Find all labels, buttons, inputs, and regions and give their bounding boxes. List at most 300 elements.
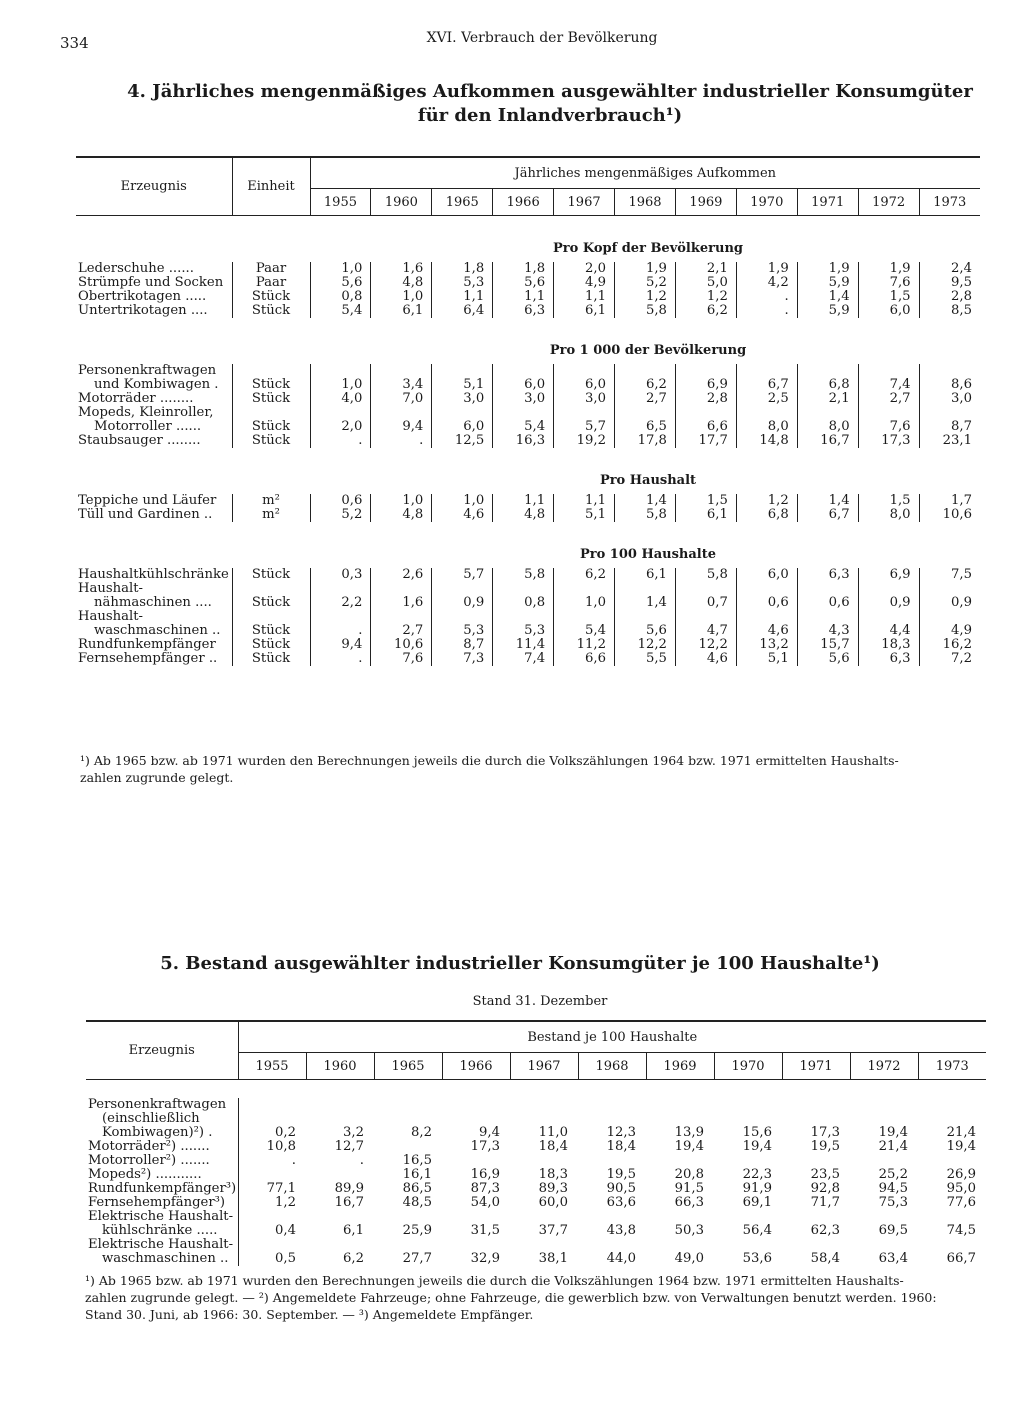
row-value: 1,5 (858, 494, 919, 508)
row-value: 91,9 (742, 1181, 772, 1196)
row-value: 18,4 (606, 1139, 636, 1154)
row-value: 17,3 (810, 1125, 840, 1140)
row-product-line: Personenkraftwagen (78, 363, 217, 378)
row-product-line: und Kombiwagen . (94, 377, 219, 392)
table-row (86, 1140, 986, 1154)
row-value: 7,6 (858, 276, 919, 290)
table4-footnote-line1: ¹) Ab 1965 bzw. ab 1971 wurden den Berechnungen jeweils die durch die Volkszählungen 1964 bzw. 1971 ermittelten Haushalts- (80, 753, 899, 768)
row-value: 6,0 (736, 568, 797, 582)
row-unit: m² (232, 494, 310, 508)
row-value: 2,8 (675, 392, 736, 406)
row-product (76, 434, 232, 448)
row-value: 15,6 (742, 1125, 772, 1140)
row-value: 1,9 (858, 262, 919, 276)
row-value: 4,2 (736, 276, 797, 290)
row-value: 0,4 (238, 1210, 306, 1238)
row-value (510, 1154, 578, 1168)
table5-year-header: 1970 (714, 1053, 782, 1080)
row-product (76, 638, 232, 652)
row-product (86, 1140, 238, 1154)
row-value: 1,9 (736, 262, 797, 276)
table4-section-row (76, 318, 980, 364)
row-value: 5,2 (615, 276, 676, 290)
row-value: 25,9 (402, 1223, 432, 1238)
row-value: 6,7 (797, 508, 858, 522)
row-value: 14,8 (736, 434, 797, 448)
table-row (76, 568, 980, 582)
row-value: 2,1 (797, 392, 858, 406)
row-product-line: Personenkraftwagen (88, 1097, 227, 1112)
row-value: 1,0 (310, 364, 371, 392)
table-row (76, 582, 980, 610)
row-value: 3,0 (432, 392, 493, 406)
row-product (76, 262, 232, 276)
row-value: 6,0 (432, 406, 493, 434)
row-value: 0,9 (919, 582, 980, 610)
row-value: 1,1 (493, 494, 554, 508)
row-unit: Stück (232, 434, 310, 448)
row-value: 0,8 (310, 290, 371, 304)
row-value: 7,5 (919, 568, 980, 582)
row-value: 1,1 (493, 290, 554, 304)
row-value: 21,4 (946, 1125, 976, 1140)
row-value: 12,2 (675, 638, 736, 652)
row-value: 5,9 (797, 304, 858, 318)
table5-year-header: 1967 (510, 1053, 578, 1080)
row-value: 5,8 (675, 568, 736, 582)
row-product-line: Tüll und Gardinen .. (78, 507, 213, 522)
row-product (86, 1168, 238, 1182)
row-value: 1,2 (675, 290, 736, 304)
row-value: 77,1 (238, 1182, 306, 1196)
row-value: . (371, 434, 432, 448)
row-value (374, 1140, 442, 1154)
row-value: 19,4 (946, 1139, 976, 1154)
table4-header-unit: Einheit (232, 157, 310, 216)
row-product (76, 406, 232, 434)
row-value: 9,5 (919, 276, 980, 290)
row-value: 19,4 (878, 1125, 908, 1140)
row-value: 16,3 (493, 434, 554, 448)
row-value: 23,5 (810, 1167, 840, 1182)
row-value: 3,0 (554, 392, 615, 406)
row-value: 1,1 (554, 290, 615, 304)
row-value: 0,9 (432, 582, 493, 610)
row-value: 0,8 (493, 582, 554, 610)
row-value: 5,4 (493, 406, 554, 434)
row-value: 27,7 (402, 1251, 432, 1266)
row-value: 6,2 (615, 364, 676, 392)
row-value: 1,2 (736, 494, 797, 508)
table4-footnote (80, 752, 980, 786)
row-value: 5,6 (493, 276, 554, 290)
row-value: 1,0 (432, 494, 493, 508)
row-value: 1,0 (554, 582, 615, 610)
row-value: 6,3 (797, 568, 858, 582)
row-value: 66,7 (946, 1251, 976, 1266)
row-value: 7,6 (371, 652, 432, 666)
row-value: 91,5 (674, 1181, 704, 1196)
row-value: 4,6 (675, 652, 736, 666)
row-product-line: Haushalt- (78, 609, 143, 624)
row-value: 2,0 (310, 406, 371, 434)
row-value: 1,6 (371, 582, 432, 610)
row-value: 32,9 (470, 1251, 500, 1266)
row-product (86, 1154, 238, 1168)
row-value: 4,4 (858, 610, 919, 638)
row-value: 8,6 (919, 364, 980, 392)
row-value: 60,0 (538, 1195, 568, 1210)
table5-year-header: 1966 (442, 1053, 510, 1080)
row-value: 1,4 (615, 494, 676, 508)
table-row (76, 290, 980, 304)
row-value: 5,6 (797, 652, 858, 666)
table4-year-header: 1972 (858, 189, 919, 216)
row-product-line: Mopeds²) ........... (88, 1167, 202, 1182)
row-value: 18,4 (538, 1139, 568, 1154)
row-unit: Stück (232, 568, 310, 582)
row-value: 9,4 (479, 1125, 500, 1140)
row-product-line: Fernsehempfänger .. (78, 651, 218, 666)
table5 (86, 1020, 986, 1266)
row-value: 10,6 (919, 508, 980, 522)
table-row (76, 638, 980, 652)
row-value: 56,4 (742, 1223, 772, 1238)
row-value: 5,6 (310, 276, 371, 290)
row-product (76, 392, 232, 406)
row-value: 1,7 (919, 494, 980, 508)
table4-year-header: 1965 (432, 189, 493, 216)
row-value: 54,0 (470, 1195, 500, 1210)
row-value: 23,1 (919, 434, 980, 448)
table5-title: 5. Bestand ausgewählter industrieller Konsumgüter je 100 Haushalte¹) (160, 953, 880, 974)
row-value: 44,0 (606, 1251, 636, 1266)
row-value: 6,9 (858, 568, 919, 582)
row-value: 7,2 (919, 652, 980, 666)
row-value: 66,3 (674, 1195, 704, 1210)
table5-header-group: Bestand je 100 Haushalte (238, 1021, 986, 1053)
row-product (76, 276, 232, 290)
row-value: 1,2 (238, 1196, 306, 1210)
row-product (86, 1210, 238, 1238)
row-value: 89,9 (334, 1181, 364, 1196)
row-value: 1,4 (615, 582, 676, 610)
row-unit: Stück (232, 406, 310, 434)
row-unit: Paar (232, 276, 310, 290)
row-value: 6,2 (343, 1251, 364, 1266)
row-value: 22,3 (742, 1167, 772, 1182)
row-value: 6,0 (554, 364, 615, 392)
table4-section-row (76, 448, 980, 494)
row-value: 19,4 (742, 1139, 772, 1154)
row-unit: Stück (232, 364, 310, 392)
row-value: 17,3 (858, 434, 919, 448)
row-value (918, 1154, 986, 1168)
row-value: 0,6 (797, 582, 858, 610)
table-row (86, 1168, 986, 1182)
row-value: 6,9 (675, 364, 736, 392)
row-value: 19,2 (554, 434, 615, 448)
table4-year-header: 1970 (736, 189, 797, 216)
row-value: 1,1 (554, 494, 615, 508)
row-product-line: Teppiche und Läufer (78, 493, 217, 508)
row-product (76, 364, 232, 392)
row-value: 2,7 (615, 392, 676, 406)
table-row (76, 304, 980, 318)
row-value: 5,5 (615, 652, 676, 666)
row-product-line: (einschließlich (102, 1111, 200, 1126)
row-value: 2,5 (736, 392, 797, 406)
row-product (76, 508, 232, 522)
table-row (76, 652, 980, 666)
row-value: 6,1 (615, 568, 676, 582)
row-value: 1,0 (371, 290, 432, 304)
row-value: 1,0 (310, 262, 371, 276)
table4-title (80, 80, 1020, 128)
row-unit: Stück (232, 652, 310, 666)
row-value: 17,3 (470, 1139, 500, 1154)
row-value: 6,8 (736, 508, 797, 522)
table5-year-header: 1968 (578, 1053, 646, 1080)
row-value: 17,8 (615, 434, 676, 448)
row-value (782, 1154, 850, 1168)
row-value: 38,1 (538, 1251, 568, 1266)
table5-footnote-line2: zahlen zugrunde gelegt. — ²) Angemeldete Fahrzeuge; ohne Fahrzeuge, die gewerblich bzw. von Verwaltungen benutzt werden. 1960: (85, 1290, 937, 1305)
row-value: 2,8 (919, 290, 980, 304)
row-value: 15,7 (797, 638, 858, 652)
row-value (646, 1154, 714, 1168)
row-value: 5,1 (554, 508, 615, 522)
row-value: 6,3 (493, 304, 554, 318)
row-value: 11,0 (538, 1125, 568, 1140)
row-value: 12,7 (334, 1139, 364, 1154)
row-value: 5,2 (310, 508, 371, 522)
row-value: 1,4 (797, 494, 858, 508)
table5-spacer (86, 1080, 986, 1099)
row-product-line: Rundfunkempfänger³) (88, 1181, 237, 1196)
row-value: 0,3 (310, 568, 371, 582)
page-number: 334 (60, 34, 89, 52)
row-product-line: Motorroller ...... (94, 419, 202, 434)
row-value: 43,8 (606, 1223, 636, 1238)
row-value: 5,3 (432, 610, 493, 638)
row-value: . (736, 290, 797, 304)
table4-section-title: Pro Haushalt (599, 473, 697, 488)
table4-year-header: 1969 (675, 189, 736, 216)
row-value: 89,3 (538, 1181, 568, 1196)
row-value: 49,0 (674, 1251, 704, 1266)
row-value: 5,3 (493, 610, 554, 638)
row-value: 19,5 (606, 1167, 636, 1182)
row-value: 3,0 (919, 392, 980, 406)
running-head: XVI. Verbrauch der Bevölkerung (426, 30, 658, 46)
row-value: 7,4 (858, 364, 919, 392)
row-value: 25,2 (878, 1167, 908, 1182)
row-value: 26,9 (946, 1167, 976, 1182)
row-value: 95,0 (946, 1181, 976, 1196)
row-value: 4,8 (371, 508, 432, 522)
row-value: 17,7 (675, 434, 736, 448)
row-value: 18,3 (858, 638, 919, 652)
row-value: 12,2 (615, 638, 676, 652)
row-value: 0,9 (858, 582, 919, 610)
row-product-line: Haushalt- (78, 581, 143, 596)
row-value (850, 1154, 918, 1168)
row-product-line: Fernsehempfänger³) (88, 1195, 226, 1210)
table5-spacer-cell (86, 1080, 986, 1099)
row-value: 0,5 (238, 1238, 306, 1266)
table4-header-group: Jährliches mengenmäßiges Aufkommen (310, 157, 980, 189)
row-value: 1,8 (432, 262, 493, 276)
row-value: 6,1 (343, 1223, 364, 1238)
row-value: 6,8 (797, 364, 858, 392)
row-value: 5,4 (310, 304, 371, 318)
row-unit: Stück (232, 392, 310, 406)
row-value: 7,3 (432, 652, 493, 666)
table-row (76, 364, 980, 392)
row-value: 2,6 (371, 568, 432, 582)
table4-header-product: Erzeugnis (120, 179, 187, 194)
row-value: 4,7 (675, 610, 736, 638)
row-value: 1,9 (797, 262, 858, 276)
row-product-line: waschmaschinen .. (102, 1251, 229, 1266)
row-value: 1,0 (371, 494, 432, 508)
row-value: . (310, 610, 371, 638)
row-value: 4,8 (371, 276, 432, 290)
row-value: 10,6 (371, 638, 432, 652)
table5-year-header: 1960 (306, 1053, 374, 1080)
row-value: 5,6 (615, 610, 676, 638)
table-row (76, 494, 980, 508)
row-value: 5,3 (432, 276, 493, 290)
table4-year-header: 1973 (919, 189, 980, 216)
table4-year-header: 1971 (797, 189, 858, 216)
row-value: 9,4 (310, 638, 371, 652)
row-value: 4,3 (797, 610, 858, 638)
row-value: 5,9 (797, 276, 858, 290)
row-value: 6,7 (736, 364, 797, 392)
row-product-line: Strümpfe und Socken (78, 275, 224, 290)
row-value: 6,6 (675, 406, 736, 434)
row-value: 5,0 (675, 276, 736, 290)
row-value: 58,4 (810, 1251, 840, 1266)
row-value: 5,7 (432, 568, 493, 582)
row-unit: Paar (232, 262, 310, 276)
table4-footnote-line2: zahlen zugrunde gelegt. (80, 770, 234, 785)
row-value: 1,5 (858, 290, 919, 304)
table-row (76, 276, 980, 290)
table4-section-row (76, 216, 980, 263)
row-value: 92,8 (810, 1181, 840, 1196)
row-value: 75,3 (878, 1195, 908, 1210)
row-value: . (238, 1154, 306, 1168)
row-value: 8,7 (432, 638, 493, 652)
table5-year-header: 1973 (918, 1053, 986, 1080)
row-product-line: Untertrikotagen .... (78, 303, 208, 318)
row-product-line: Elektrische Haushalt- (88, 1209, 234, 1224)
table-row (86, 1182, 986, 1196)
row-value: 13,9 (674, 1125, 704, 1140)
row-value: 16,9 (470, 1167, 500, 1182)
row-value: 21,4 (878, 1139, 908, 1154)
row-value: 4,0 (310, 392, 371, 406)
row-value: 0,2 (238, 1098, 306, 1140)
row-product-line: Mopeds, Kleinroller, (78, 405, 214, 420)
row-value: 6,6 (554, 652, 615, 666)
table4-year-header: 1968 (615, 189, 676, 216)
row-value: 20,8 (674, 1167, 704, 1182)
row-product-line: Kombiwagen)²) . (102, 1125, 213, 1140)
row-value: 10,8 (238, 1140, 306, 1154)
row-value: 1,4 (797, 290, 858, 304)
row-product-line: Haushaltkühlschränke (78, 567, 229, 582)
row-value: 1,5 (675, 494, 736, 508)
table5-footnote-line1: ¹) Ab 1965 bzw. ab 1971 wurden den Berechnungen jeweils die durch die Volkszählungen 1964 bzw. 1971 ermittelten Haushalts- (85, 1273, 904, 1288)
row-value (306, 1168, 374, 1182)
row-value: 1,6 (371, 262, 432, 276)
row-value: 5,8 (493, 568, 554, 582)
row-value: 8,0 (797, 406, 858, 434)
row-value: 7,6 (858, 406, 919, 434)
row-value: 8,0 (858, 508, 919, 522)
row-value: 1,1 (432, 290, 493, 304)
row-value: 2,1 (675, 262, 736, 276)
table4-section-row (76, 522, 980, 568)
row-value: . (310, 434, 371, 448)
row-unit: m² (232, 508, 310, 522)
row-value: 9,4 (371, 406, 432, 434)
row-value: 53,6 (742, 1251, 772, 1266)
row-value: . (359, 1153, 364, 1168)
table4-title-line1: 4. Jährliches mengenmäßiges Aufkommen ausgewählter industrieller Konsumgüter (127, 81, 973, 102)
row-value: 4,9 (919, 610, 980, 638)
row-value: 5,8 (615, 508, 676, 522)
row-unit: Stück (232, 610, 310, 638)
row-product-line: nähmaschinen .... (94, 595, 212, 610)
row-product-line: Obertrikotagen ..... (78, 289, 207, 304)
table4-title-line2: für den Inlandverbrauch¹) (417, 105, 683, 126)
table-row (86, 1238, 986, 1266)
row-value: 74,5 (946, 1223, 976, 1238)
row-value: 31,5 (470, 1223, 500, 1238)
row-value: 4,8 (493, 508, 554, 522)
row-value: 6,1 (371, 304, 432, 318)
row-value: 71,7 (810, 1195, 840, 1210)
row-value: 11,4 (493, 638, 554, 652)
row-value: 5,7 (554, 406, 615, 434)
table4-year-header: 1955 (310, 189, 371, 216)
row-value: 6,2 (554, 568, 615, 582)
row-value: 69,1 (742, 1195, 772, 1210)
row-value: 7,0 (371, 392, 432, 406)
table-row (86, 1210, 986, 1238)
row-value: 0,6 (310, 494, 371, 508)
row-product-line: Motorräder²) ....... (88, 1139, 210, 1154)
row-product-line: Motorräder ........ (78, 391, 194, 406)
row-product (76, 304, 232, 318)
row-value: 3,0 (493, 392, 554, 406)
row-product (76, 494, 232, 508)
row-value: 4,6 (432, 508, 493, 522)
row-value: . (310, 652, 371, 666)
row-product (76, 652, 232, 666)
table5-year-header: 1971 (782, 1053, 850, 1080)
row-value: 11,2 (554, 638, 615, 652)
row-value: 69,5 (878, 1223, 908, 1238)
row-value: 6,1 (554, 304, 615, 318)
row-value: 13,2 (736, 638, 797, 652)
row-value: 8,2 (411, 1125, 432, 1140)
